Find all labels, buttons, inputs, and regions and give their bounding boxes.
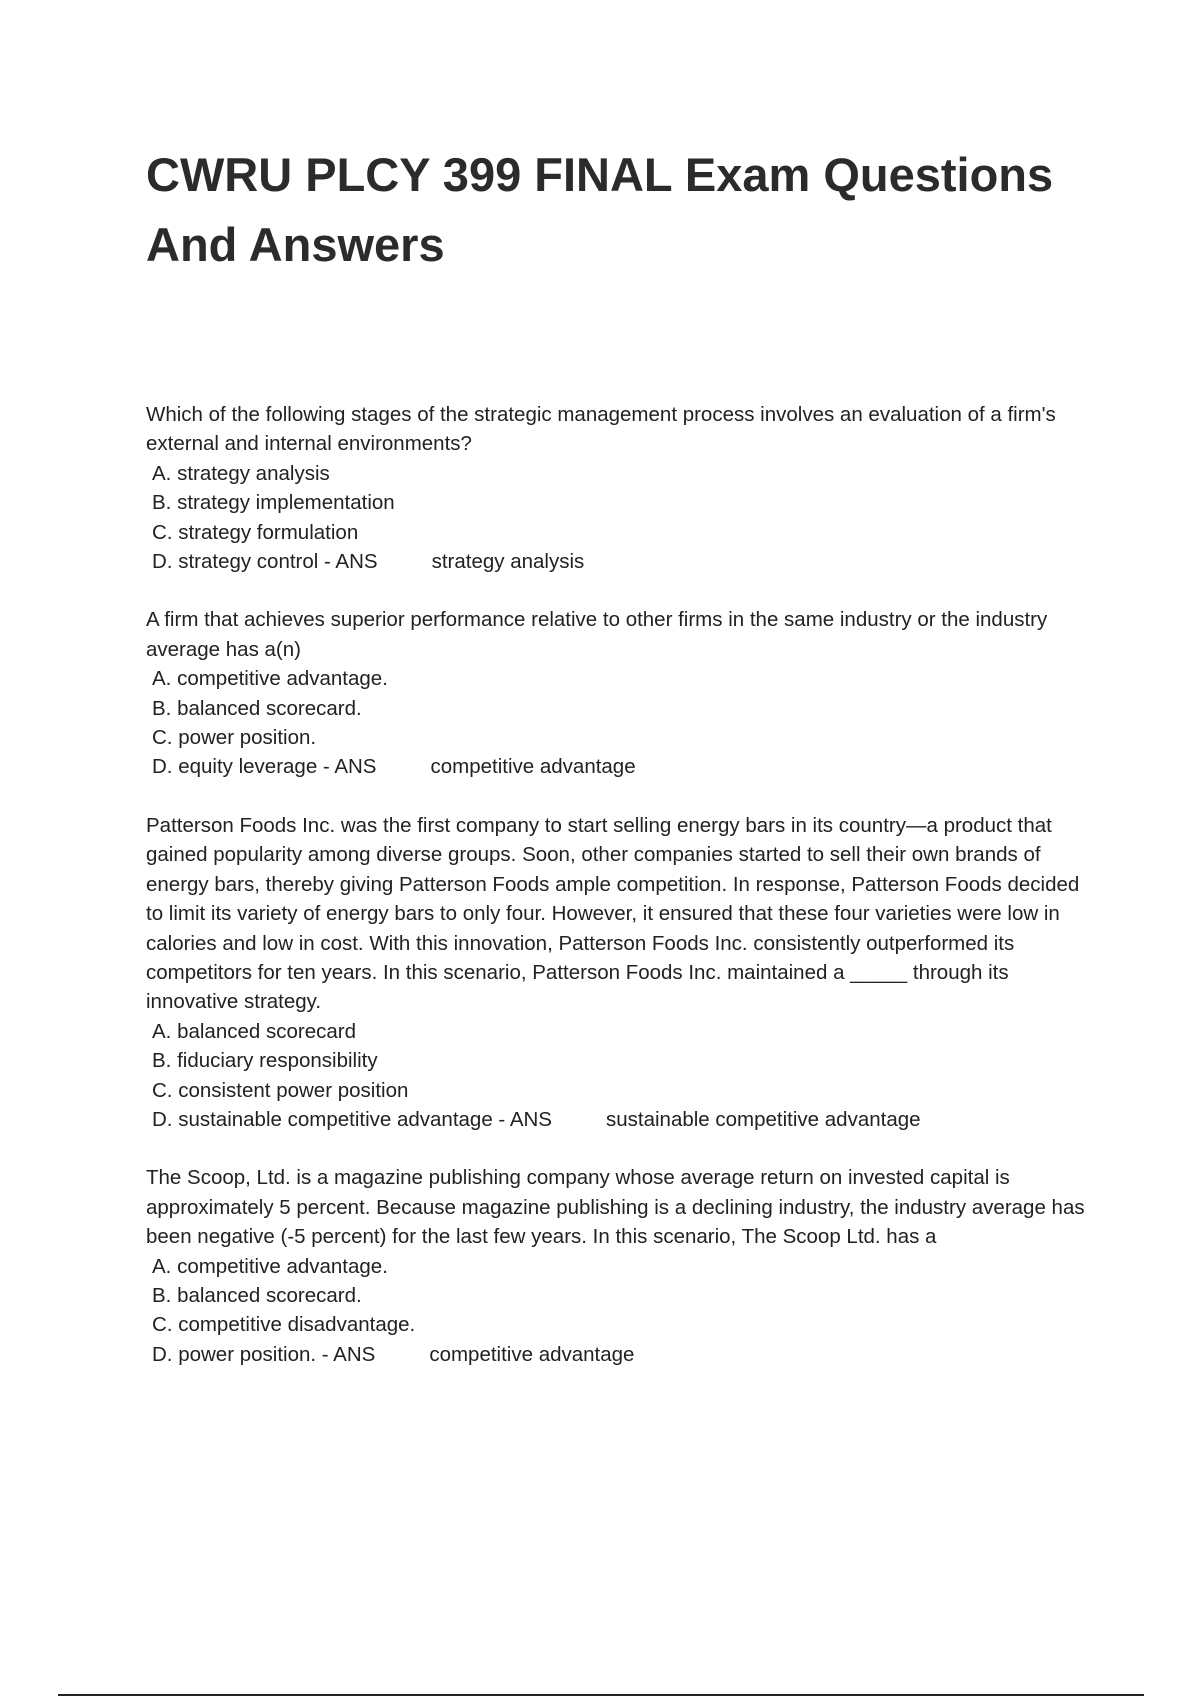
option-item: B. balanced scorecard.: [152, 696, 362, 720]
option-item: A. competitive advantage.: [152, 1254, 388, 1278]
option-list: [146, 1017, 1092, 1135]
option-item-with-answer: [152, 1340, 1092, 1369]
footer-divider: [58, 1694, 1144, 1696]
option-list: [146, 664, 1092, 782]
question-text: The Scoop, Ltd. is a magazine publishing company whose average return on invested capital is approximately 5 percent. Because magazine publishing is a declining industry, the industry average has been negative (-5 percent) for the last few years. In this scenario, The Scoop Ltd. has a: [146, 1166, 1085, 1249]
question-text: Which of the following stages of the strategic management process involves an evaluation of a firm's external and internal environments?: [146, 403, 1056, 456]
option-text: D. sustainable competitive advantage - ANS: [152, 1107, 552, 1131]
option-text: D. strategy control - ANS: [152, 550, 378, 574]
option-list: [146, 459, 1092, 577]
option-item: C. strategy formulation: [152, 520, 359, 544]
question-block: [146, 605, 1092, 781]
question-list: [146, 400, 1092, 1398]
option-text: D. power position. - ANS: [152, 1342, 376, 1366]
option-text: D. equity leverage - ANS: [152, 755, 377, 779]
option-item: C. consistent power position: [152, 1078, 409, 1102]
question-text: Patterson Foods Inc. was the first company to start selling energy bars in its country—a product that gained popularity among diverse groups. Soon, other companies started to sell their own brands of energy bars, thereby giving Patterson Foods ample competition. In response, Patterson Foods decided to limit its variety of energy bars to only four. However, it ensured that these four varieties were low in calories and low in cost. With this innovation, Patterson Foods Inc. consistently outperformed its competitors for ten years. In this scenario, Patterson Foods Inc. maintained a _____ through its innovative strategy.: [146, 813, 1080, 1014]
option-item: B. fiduciary responsibility: [152, 1049, 378, 1073]
question-text: A firm that achieves superior performance relative to other firms in the same industry or the industry average has a(n): [146, 608, 1048, 661]
option-list: [146, 1252, 1092, 1370]
option-item-with-answer: [152, 1105, 1092, 1134]
question-block: [146, 400, 1092, 576]
option-item: A. competitive advantage.: [152, 667, 388, 691]
answer-text: sustainable competitive advantage: [605, 1107, 921, 1131]
question-block: [146, 1163, 1092, 1369]
option-item-with-answer: [152, 547, 1092, 576]
answer-text: strategy analysis: [431, 550, 585, 574]
question-block: [146, 811, 1092, 1134]
option-item: B. strategy implementation: [152, 491, 395, 515]
answer-text: competitive advantage: [430, 755, 636, 779]
page-title: CWRU PLCY 399 FINAL Exam Questions And Answers: [146, 148, 1054, 271]
answer-text: competitive advantage: [429, 1342, 635, 1366]
option-item: B. balanced scorecard.: [152, 1283, 362, 1307]
option-item: C. power position.: [152, 726, 317, 750]
option-item-with-answer: [152, 752, 1092, 781]
option-item: A. strategy analysis: [152, 461, 330, 485]
option-item: C. competitive disadvantage.: [152, 1313, 416, 1337]
option-item: A. balanced scorecard: [152, 1019, 356, 1043]
